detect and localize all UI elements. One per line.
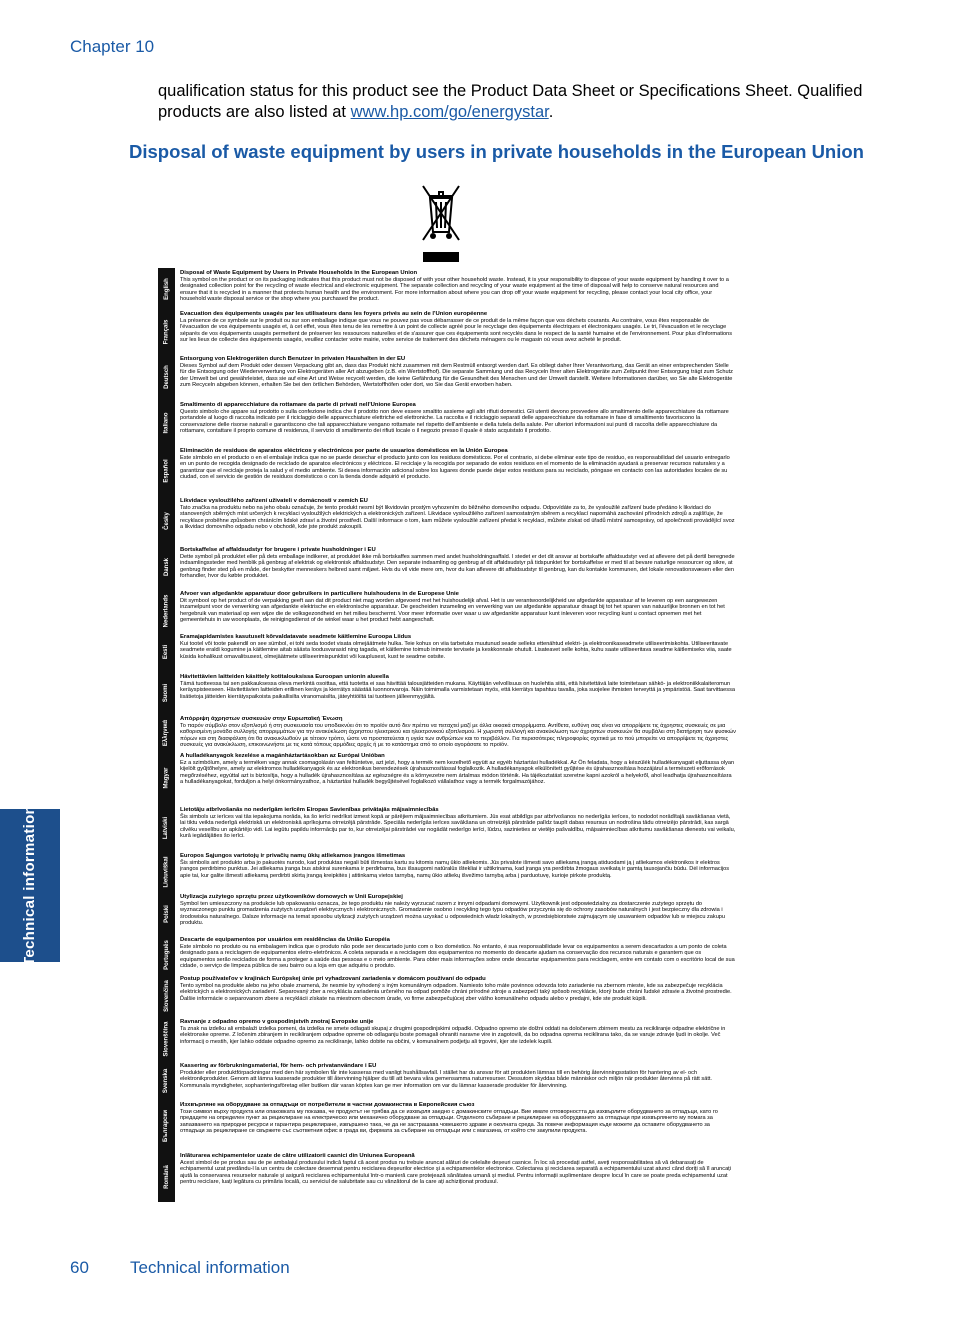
page-number: 60 — [70, 1258, 89, 1277]
language-tab — [158, 1151, 175, 1202]
language-tab — [158, 446, 175, 496]
language-name: English — [163, 277, 170, 300]
language-tab — [158, 714, 175, 751]
language-entry — [180, 498, 736, 545]
entry-body: Този символ върху продукта или опаковката му показва, че продуктът не трябва да се изхвърля заедно с домакинските отпадъци. Вие имате отговорността да изхвърлите оборудването за отпадъци, като го предадете на определен пункт за рециклиране на електрическо или механично оборудване за отпадъци. Отделното събиране и рециклиране на оборудването за отпадъци при изхвърлянето му помага за запазването на природни ресурси и гарантира рециклиране, извършено така, че да не застрашава човешкото здраве и околната среда. За повече информация къде можете да оставите оборудването за отпадъци за рециклиране се свържете със съответния офис в града ви, фирмата за събиране на отпадъци или с магазина, от който сте закупили продукта. — [180, 1108, 718, 1135]
entry-title: Hävitettävien laitteiden käsittely kotitalouksissa Euroopan unionin alueella — [180, 674, 389, 680]
language-name: Română — [163, 1164, 170, 1189]
entry-title: Descarte de equipamentos por usuários em residências da União Européia — [180, 937, 390, 943]
entry-body: Dette symbol på produktet eller på dets emballage indikerer, at produktet ikke må bortskaffes sammen med andet husholdningsaffald. I stedet er det dit ansvar at bortskaffe affaldsudstyr ved at aflevere det på dertil beregnede indsamlingssteder med henblik på genbrug af elektrisk og elektronisk affaldsudstyr. Den separate indsamling og genbrug af dit affaldsudstyr på tidspunktet for bortskaffelse er med til at bevare naturlige ressourcer og sikre, at genbrug finder sted på en måde, der beskytter menneskers helbred samt miljøet. Hvis du vil vide mere om, hvor du kan aflevere dit affaldsudstyr til genbrug, kan du kontakte kommunen, det lokale renovationsvæsen eller den forhandler, hvor du købte produktet. — [180, 553, 735, 580]
language-tab — [158, 354, 175, 400]
language-name: Slovenčina — [163, 979, 170, 1012]
language-entry — [180, 853, 736, 892]
language-entry — [180, 807, 736, 851]
language-entry — [180, 634, 736, 672]
entry-body: Tato značka na produktu nebo na jeho obalu označuje, že tento produkt nesmí být likvidován prostým vyhozením do běžného domovního odpadu. Odpovídáte za to, že vysloužilé zařízení bude předáno k likvidaci do stanovených sběrných míst určených k recyklaci vysloužilých elektrických a elektronických zařízení. Likvidace vysloužilého zařízení samostatným sběrem a recyklací napomáhá zachování přírodních zdrojů a zajišťuje, že recyklace proběhne způsobem chránícím lidské zdraví a životní prostředí. Další informace o tom, kam můžete vysloužilé zařízení předat k recyklaci, můžete získat od úřadů místní samosprávy, od společnosti provádějící svoz a likvidaci domovního odpadu nebo v obchodě, kde jste produkt zakoupili. — [180, 504, 735, 531]
language-entry — [180, 1063, 736, 1100]
language-name: Latviski — [163, 816, 170, 840]
language-name: Lietuviškai — [163, 855, 170, 888]
entry-body: Ez a szimbólum, amely a terméken vagy annak csomagolásán van feltüntetve, azt jelzi, hogy a termék nem kezelhető együtt az egyéb háztartási hulladékkal. Az Ön feladata, hogy a készülék hulladékanyagait eljuttassa olyan kijelölt gyűjtőhelyre, amely az elektromos hulladékanyagok és az elektronikus berendezések újrahasznosítással foglalkozik. A hulladékanyagok elkülönített gyűjtése és újrahasznosítása hozzájárul a természeti erőforrások megőrzéséhez, egyúttal azt is biztosítja, hogy a hulladék újrahasznosítása az egészségre és a környezetre nem ártalmas módon történik. Ha tájékoztatást szeretne kapni azokról a helyekről, ahol leadhatja újrahasznosításra a hulladékanyagokat, forduljon a helyi önkormányzathoz, a háztartási hulladék begyűjtésével foglalkozó vállalathoz vagy a termék forgalmazójához. — [180, 759, 735, 786]
entry-body: Dit symbool op het product of de verpakking geeft aan dat dit product niet mag worden afgevoerd met het huishoudelijk afval. Het is uw verantwoordelijkheid uw afgedankte apparatuur af te leveren op een aangewezen inzamelpunt voor de verwerking van afgedankte elektrische en elektronische apparatuur. De gescheiden inzameling en verwerking van uw afgedankte apparatuur draagt bij tot het sparen van natuurlijke bronnen en tot het hergebruik van materiaal op een wijze die de volksgezondheid en het milieu beschermt. Voor meer informatie over waar u uw afgedankte apparatuur kunt inleveren voor recycling kunt u contact opnemen met het gemeentehuis in uw woonplaats, de reinigingsdienst of de winkel waar u het product hebt aangeschaft. — [180, 597, 725, 624]
language-tab — [158, 496, 175, 545]
entry-title: Disposal of Waste Equipment by Users in Private Households in the European Union — [180, 270, 418, 276]
entry-title: Postup používateľov v krajinách Európskej únie pri vyhadzovaní zariadenia v domácom používaní do odpadu — [180, 976, 486, 982]
intro-text: qualification status for this product see the Product Data Sheet or Specifications Sheet. Qualified products are also listed at — [158, 82, 863, 121]
language-name: Ελληνικά — [163, 719, 170, 746]
language-entry — [180, 753, 736, 805]
section-title: Disposal of waste equipment by users in private households in the European Union — [129, 141, 864, 162]
entry-title: Lietotāju atbrīvošanās no nederīgām ierīcēm Eiropas Savienības privātajās mājsaimniecībās — [180, 807, 439, 813]
entry-body: Ta znak na izdelku ali embalaži izdelka pomeni, da izdelka ne smete odlagati skupaj z drugimi gospodinjskimi odpadki. Odpadno opremo ste dolžni oddati na določenem zbirnem mestu za recikliranje odpadne električne in elektronske opreme. Z ločenim zbiranjem in recikliranjem odpadne opreme ob odlaganju boste pomagali ohraniti naravne vire in zagotovili, da bo odpadna oprema reciklirana tako, da se varuje zdravje ljudi in okolje. Več informacij o mestih, kjer lahko oddate odpadno opremo za recikliranje, lahko dobite na občini, v komunalnem podjetju ali trgovini, kjer ste izdelek kupili. — [180, 1025, 726, 1045]
entry-title: Entsorgung von Elektrogeräten durch Benutzer in privaten Haushalten in der EU — [180, 356, 406, 362]
entry-body: This symbol on the product or on its packaging indicates that this product must not be disposed of with your other household waste. Instead, it is your responsibility to dispose of your waste equipment by handing it over to a designated collection point for the recycling of waste electrical and electronic equipment. The separate collection and recycling of your waste equipment at the time of disposal will help to conserve natural resources and ensure that it is recycled in a manner that protects human health and the environment. For more information about where you can drop off your waste equipment for recycling, please contact your local city office, your household waste disposal service or the shop where you purchased the product. — [180, 276, 729, 303]
language-name: Česky — [163, 511, 170, 530]
language-entry — [180, 894, 736, 935]
language-entry — [180, 591, 736, 632]
language-tab — [158, 974, 175, 1017]
language-entry — [180, 1102, 736, 1151]
language-entry — [180, 716, 736, 751]
language-tab — [158, 589, 175, 632]
page-footer — [70, 1258, 290, 1278]
language-entry — [180, 937, 736, 974]
entry-body: Šis simbols uz ierīces vai tās iepakojuma norāda, ka šo ierīci nedrīkst izmest kopā ar pārējiem mājsaimniecības atkritumiem. Jūs esat atbildīgs par atbrīvošanos no nederīgās ierīces, to nododot norādītajā savākšanas vietā, lai tiktu veikta nederīgā elektriskā un elektroniskā aprīkojuma otrreizējā pārstrāde. Speciāla nederīgās ierīces savākšana un otrreizējā pārstrāde palīdz taupīt dabas resursus un nodrošina tādu otrreizējo pārstrādi, kas sargā cilvēku veselību un apkārtējo vidi. Lai iegūtu papildu informāciju par to, kur otrreizējai pārstrādei var nogādāt nederīgo ierīci, lūdzu, sazinieties ar vietējo pašvaldību, mājsaimniecības atkritumu savākšanas dienestu vai veikalu, kurā iegādājāties šo ierīci. — [180, 813, 736, 840]
entry-body: Produkter eller produktförpackningar med den här symbolen får inte kasseras med vanligt hushållsavfall. I stället har du ansvar för att produkten lämnas till en behörig återvinningsstation för hantering av el- och elektronikprodukter. Genom att lämna kasserade produkter till återvinning hjälper du till att bevara våra gemensamma naturresurser. Dessutom skyddas både människor och miljön när produkter återvinns på rätt sätt. Kommunala myndigheter, sophanteringsföretag eller butiken där varan köptes kan ge mer information om var du lämnar kasserade produkter för återvinning. — [180, 1069, 712, 1089]
entry-title: Évacuation des équipements usagés par les utilisateurs dans les foyers privés au sein de l'Union européenne — [180, 311, 488, 317]
entry-body: Acest simbol de pe produs sau de pe ambalajul produsului indică faptul că acest produs nu trebuie aruncat alături de celelalte deșeuri casnice. În loc să procedați astfel, aveți responsabilitatea să vă debarasați de echipamentul uzat predându-l la un centru de colectare desemnat pentru reciclarea deșeurilor electrice și a echipamentelor electronice. Colectarea și reciclarea separată a echipamentului uzat atunci când doriți să îl aruncați ajută la conservarea resurselor naturale și asigură reciclarea echipamentului într-o manieră care protejează sănătatea umană și mediul. Pentru informații suplimentare despre locul în care se poate preda echipamentul uzat pentru reciclare, luați legătura cu primăria locală, cu serviciul de salubritate sau cu vânzătorul de la care ați achiziționat produsul. — [180, 1159, 731, 1186]
language-name: Português — [163, 939, 170, 970]
entry-body: La présence de ce symbole sur le produit ou sur son emballage indique que vous ne pouvez pas vous débarrasser de ce produit de la même façon que vos déchets courants. Au contraire, vous êtes responsable de l'évacuation de vos équipements usagés et, à cet effet, vous êtes tenu de les remettre à un point de collecte agréé pour le recyclage des équipements électriques et électroniques usagés. Le tri, l'évacuation et le recyclage séparés de vos équipements usagés permettent de préserver les ressources naturelles et de s'assurer que ces équipements sont recyclés dans le respect de la santé humaine et de l'environnement. Pour plus d'informations sur les lieux de collecte des équipements usagés, veuillez contacter votre mairie, votre service de traitement des déchets ménagers ou le magasin où vous avez acheté le produit. — [180, 317, 733, 344]
language-tab — [158, 805, 175, 851]
entry-title: Likvidace vysloužilého zařízení uživateli v domácnosti v zemích EU — [180, 498, 368, 504]
entry-body: Dieses Symbol auf dem Produkt oder dessen Verpackung gibt an, dass das Produkt nicht zusammen mit dem Restmüll entsorgt werden darf. Es obliegt daher Ihrer Verantwortung, das Gerät an einer entsprechenden Stelle für die Entsorgung oder Wiederverwertung von Elektrogeräten aller Art abzugeben (z.B. ein Wertstoffhof). Die separate Sammlung und das Recyceln Ihrer alten Elektrogeräte zum Zeitpunkt ihrer Entsorgung trägt zum Schutz der Umwelt bei und gewährleistet, dass sie auf eine Art und Weise recycelt werden, die keine Gefährdung für die Gesundheit des Menschen und der Umwelt darstellt. Weitere Informationen darüber, wo Sie alte Elektrogeräte zum Recyceln abgeben können, erhalten Sie bei den örtlichen Behörden, Wertstoffhöfen oder dort, wo Sie das Gerät erworben haben. — [180, 362, 733, 389]
entry-title: Kassering av förbrukningsmaterial, för hem- och privatanvändare i EU — [180, 1063, 377, 1069]
language-name: Français — [163, 319, 170, 344]
entry-title: Eliminación de residuos de aparatos eléctricos y electrónicos por parte de usuarios domésticos en la Unión Europea — [180, 448, 508, 454]
entry-body: Kui tootel või toote pakendil on see sümbol, ei tohi seda toodet visata olmejäätmete hulka. Teie kohus on viia tarbetuks muutunud seade selleks ettenähtud elektri- ja elektroonikaseadmete utiliseerimiskohta. Utiliseeritavate seadmete eraldi kogumine ja käitlemine aitab säästa loodusvarasid ning tagada, et käitlemine toimub inimeste tervisele ja keskkonnale ohutult. Lisateavet selle kohta, kuhu saate utiliseeritava seadme käitlemiseks viia, saate küsida kohalikust omavalitsusest, olmejäätmete utiliseerimispunktist või kauplusest, kust te seadme ostsite. — [180, 640, 732, 660]
language-entry — [180, 270, 736, 309]
language-tab — [158, 400, 175, 446]
language-name: Eesti — [163, 644, 170, 660]
language-name: Svenska — [163, 1068, 170, 1093]
language-name: Slovenščina — [163, 1021, 170, 1057]
language-name: Deutsch — [163, 365, 170, 389]
chapter-side-tab — [0, 804, 60, 967]
language-tab — [158, 1061, 175, 1100]
footer-section: Technical information — [130, 1258, 290, 1277]
entry-body: Tämä tuotteessa tai sen pakkauksessa oleva merkintä osoittaa, että tuotetta ei saa hävittää talousjätteiden mukana. Käyttäjän velvollisuus on huolehtia siitä, että hävitettävä laite toimitetaan sähkö- ja elektroniikkalaiteromun keräyspisteeseen. Hävitettävien laitteiden erillinen keräys ja kierrätys säästää luonnonvaroja. Näin toimimalla varmistetaan myös, että kierrätys tapahtuu tavalla, joka suojelee ihmisten terveyttä ja ympäristöä. Saat tarvittaessa lisätietoja jätteiden kierrätyspaikoista paikallisilta viranomaisilta, jäteyhtiöiltä tai tuotteen jälleenmyyjältä. — [180, 680, 735, 700]
language-tab — [158, 268, 175, 309]
entry-title: Bortskaffelse af affaldsudstyr for brugere i private husholdninger i EU — [180, 547, 376, 553]
entry-body: Este símbolo en el producto o en el embalaje indica que no se puede desechar el producto junto con los residuos domésticos. Por el contrario, si debe eliminar este tipo de residuo, es responsabilidad del usuario entregarlo en un punto de recogida designado de reciclado de aparatos electrónicos y eléctricos. El reciclaje y la recogida por separado de estos residuos en el momento de la eliminación ayudará a preservar recursos naturales y a garantizar que el reciclaje proteja la salud y el medio ambiente. Si desea información adicional sobre los lugares donde puede dejar estos residuos para su reciclado, póngase en contacto con las autoridades locales de su ciudad, con el servicio de gestión de residuos domésticos o con la tienda donde adquirió el producto. — [180, 454, 730, 481]
entry-title: Απόρριψη άχρηστων συσκευών στην Ευρωπαϊκή Ένωση — [180, 716, 343, 722]
chapter-header: Chapter 10 — [70, 37, 155, 56]
language-entry — [180, 1153, 736, 1202]
entry-body: Το παρόν σύμβολο στον εξοπλισμό ή στη συσκευασία του υποδεικνύει ότι το προϊόν αυτό δεν πρέπει να πεταχτεί μαζί με άλλα οικιακά απορρίμματα. Αντίθετα, ευθύνη σας είναι να απορρίψετε τις άχρηστες συσκευές σε μια καθορισμένη μονάδα συλλογής απορριμμάτων για την ανακύκλωση άχρηστου ηλεκτρικού και ηλεκτρονικού εξοπλισμού. Η χωριστή συλλογή και ανακύκλωση των άχρηστων συσκευών θα συμβάλει στη διατήρηση των φυσικών πόρων και στη διασφάλιση ότι θα ανακυκλωθούν με τέτοιον τρόπο, ώστε να προστατεύεται η υγεία των ανθρώπων και το περιβάλλον. Για περισσότερες πληροφορίες σχετικά με το πού μπορείτε να απορρίψετε τις άχρηστες συσκευές για ανακύκλωση, επικοινωνήστε με τις κατά τόπους αρμόδιες αρχές ή με το κατάστημα από το οποίο αγοράσατε το προϊόν. — [180, 722, 736, 749]
language-entry — [180, 547, 736, 589]
language-tab — [158, 1100, 175, 1151]
language-entry — [180, 311, 736, 354]
entry-body: Šis simbolis ant produkto arba jo pakuotės nurodo, kad produktas negali būti išmestas kartu su kitomis namų ūkio atliekomis. Jūs privalote išmesti savo atliekamą įrangą atiduodami ją į atliekamos elektronikos ir elektros įrangos perdirbimo punktus. Jei atliekama įranga bus atskirai surenkama ir perdirbama, bus išsaugomi natūralūs ištekliai ir užtikrinama, kad įranga yra perdirbta žmogaus sveikatą ir gamtą tausojančiu būdu. Dėl informacijos apie tai, kur galite išmesti atliekamą perdirbti skirtą įrangą kreipkitės į atitinkamą vietos tarnybą, namų ūkio atliekų išvežimo tarnybą arba į parduotuvę, kurioje pirkote produktą. — [180, 859, 730, 879]
language-entry — [180, 674, 736, 714]
intro-paragraph — [158, 81, 878, 123]
language-tab — [158, 309, 175, 354]
language-tab — [158, 935, 175, 974]
language-name: Български — [163, 1109, 170, 1142]
language-name: Magyar — [163, 767, 170, 789]
language-name: Dansk — [163, 557, 170, 577]
entry-title: Smaltimento di apparecchiature da rottamare da parte di privati nell'Unione Europea — [180, 402, 416, 408]
entry-title: Utylizacja zużytego sprzętu przez użytkowników domowych w Unii Europejskiej — [180, 894, 403, 900]
crossed-out-bin-icon — [415, 178, 467, 264]
entry-title: Изхвърляне на оборудване за отпадъци от потребители в частни домакинства в Европейския съюз — [180, 1102, 475, 1108]
language-tab — [158, 632, 175, 672]
language-tab — [158, 1017, 175, 1061]
language-tab — [158, 672, 175, 714]
entry-body: Este símbolo no produto ou na embalagem indica que o produto não pode ser descartado junto com o lixo doméstico. No entanto, é sua responsabilidade levar os equipamentos a serem descartados a um ponto de coleta designado para a reciclagem de equipamentos eletro-eletrônicos. A coleta separada e a reciclagem dos equipamentos no momento do descarte ajudam na conservação dos recursos naturais e garantem que os equipamentos serão reciclados de forma a proteger a saúde das pessoas e o meio ambiente. Para obter mais informações sobre onde descartar equipamentos para reciclagem, entre em contato com o escritório local de sua cidade, o serviço de limpeza pública de seu bairro ou a loja em que adquiriu o produto. — [180, 943, 735, 970]
language-entry — [180, 356, 736, 400]
entry-body: Symbol ten umieszczony na produkcie lub opakowaniu oznacza, że tego produktu nie należy wyrzucać razem z innymi odpadami domowymi. Użytkownik jest odpowiedzialny za dostarczenie zużytego sprzętu do wyznaczonego punktu gromadzenia zużytych urządzeń elektrycznych i elektronicznych. Gromadzenie osobno i recykling tego typu odpadów przyczynia się do ochrony zasobów naturalnych i jest bezpieczny dla zdrowia i środowiska naturalnego. Dalsze informacje na temat sposobu utylizacji zużytych urządzeń można uzyskać u odpowiednich władz lokalnych, w przedsiębiorstwie zajmującym się usuwaniem odpadów lub w miejscu zakupu produktu. — [180, 900, 726, 927]
entry-body: Questo simbolo che appare sul prodotto o sulla confezione indica che il prodotto non deve essere smaltito assieme agli altri rifiuti domestici. Gli utenti devono provvedere allo smaltimento delle apparecchiature da rottamare portandole al luogo di raccolta indicato per il riciclaggio delle apparecchiature elettriche ed elettroniche. La raccolta e il riciclaggio separati delle apparecchiature da rottamare in fase di smaltimento favoriscono la conservazione delle risorse naturali e garantiscono che tali apparecchiature vengano rottamate nel rispetto dell'ambiente e della tutela della salute. Per ulteriori informazioni sui punti di raccolta delle apparecchiature da rottamare, contattare il proprio comune di residenza, il servizio di smaltimento dei rifiuti locale o il negozio presso il quale è stato acquistato il prodotto. — [180, 408, 729, 435]
language-name: Suomi — [163, 683, 170, 703]
language-name: Español — [163, 459, 170, 483]
language-tab — [158, 751, 175, 805]
entry-title: Europos Sąjungos vartotojų ir privačių namų ūkių atliekamos įrangos išmetimas — [180, 853, 406, 859]
language-column — [158, 268, 175, 1202]
language-entry — [180, 976, 736, 1017]
entry-title: Înlăturarea echipamentelor uzate de către utilizatorii casnici din Uniunea Europeană — [180, 1153, 415, 1159]
entry-body: Tento symbol na produkte alebo na jeho obale znamená, že nesmie by vyhodený s iným komunálnym odpadom. Namiesto toho máte povinnos odovzda toto zariadenie na zbernom mieste, kde sa zabezpečuje recyklácia elektrických a elektronických zariadení. Separovaný zber a recyklácia zariadenia určeného na odpad pomôže chráni prírodné zdroje a zabezpečí taký spôsob recyklácie, ktorý bude chráni ľudské zdravie a životné prostredie. Ďalšie informácie o separovanom zbere a recyklácii získate na miestnom obecnom úrade, vo firme zabezpečujúcej zber vášho komunálneho odpadu alebo v predajni, kde ste produkt kúpili. — [180, 982, 732, 1002]
intro-end: . — [548, 103, 554, 121]
language-name: Polski — [163, 904, 170, 923]
language-entry — [180, 402, 736, 446]
language-name: Nederlands — [163, 594, 170, 627]
language-entry — [180, 1019, 736, 1061]
language-tab — [158, 851, 175, 892]
entry-title: Eramajapidamistes kasutuselt kõrvaldatavate seadmete käitlemine Euroopa Liidus — [180, 634, 412, 640]
entry-title: Afvoer van afgedankte apparatuur door gebruikers in particuliere huishoudens in de Europese Unie — [180, 591, 459, 597]
side-tab-label: Technical information — [21, 804, 39, 967]
energystar-link[interactable]: www.hp.com/go/energystar — [350, 103, 549, 121]
language-entry — [180, 448, 736, 496]
entry-title: Ravnanje z odpadno opremo v gospodinjstvih znotraj Evropske unije — [180, 1019, 374, 1025]
language-tab — [158, 545, 175, 589]
weee-language-table — [158, 268, 738, 1202]
language-tab — [158, 892, 175, 935]
language-name: Italiano — [163, 412, 170, 434]
entry-title: A hulladékanyagok kezelése a magánháztartásokban az Európai Unióban — [180, 753, 385, 759]
